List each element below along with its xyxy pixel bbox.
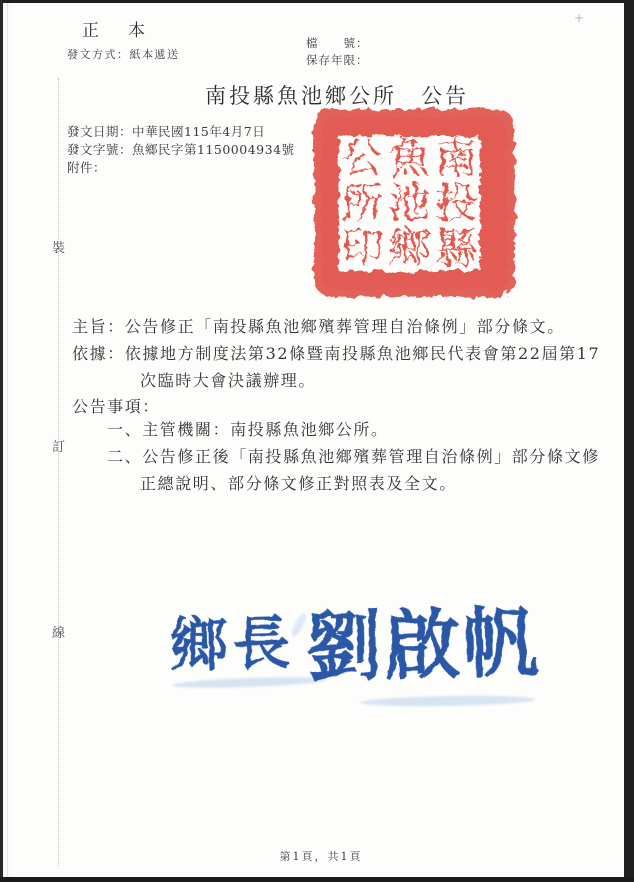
binding-dotted-line — [58, 78, 59, 866]
seal-char: 印 — [341, 223, 384, 273]
seal-char: 鄉 — [388, 223, 431, 273]
file-number-label: 檔 號： — [306, 36, 369, 50]
ink-smudge — [360, 694, 535, 707]
binding-mark-xian: 線 — [51, 626, 65, 641]
binding-mark-ding: 訂 — [51, 440, 65, 455]
mayor-name: 劉啟帆 — [305, 597, 542, 693]
scan-edge-right — [624, 0, 634, 882]
seal-char: 公 — [341, 133, 384, 183]
official-seal-icon — [308, 104, 522, 302]
official-seal-stamp — [308, 104, 522, 306]
page-title: 南投縣魚池鄉公所 公告 — [205, 84, 469, 108]
body-line-subject: 主旨：公告修正「南投縣魚池鄉殯葬管理自治條例」部分條文。 — [72, 317, 565, 336]
page-edge-shadow — [7, 3, 8, 877]
retention-period-label: 保存年限： — [306, 53, 369, 67]
issue-date: 發文日期：中華民國115年4月7日 — [67, 124, 266, 139]
seal-char: 南 — [435, 133, 478, 183]
seal-char: 縣 — [435, 223, 478, 273]
scan-crop-mark: + — [574, 11, 585, 25]
mayor-title: 鄉長 — [169, 608, 295, 680]
body-line-items-heading: 公告事項： — [72, 397, 161, 416]
page-number-footer: 第1頁，共1頁 — [279, 850, 363, 863]
binding-mark-zhuang: 裝 — [51, 241, 65, 256]
body-line-item-1: 一、主管機關：南投縣魚池鄉公所。 — [107, 420, 389, 439]
issue-number: 發文字號：魚鄉民字第1150004934號 — [67, 142, 295, 157]
scan-edge-bottom — [0, 877, 634, 882]
body-line-basis-wrap: 次臨時大會決議辦理。 — [140, 371, 317, 390]
scan-edge-top — [0, 0, 634, 3]
seal-char: 池 — [388, 178, 431, 228]
delivery-method-label: 發文方式：紙本遞送 — [67, 48, 180, 61]
mayor-signature-stamp — [169, 581, 542, 699]
seal-characters — [341, 134, 478, 273]
seal-char: 所 — [341, 178, 384, 228]
attachment-label: 附件： — [67, 160, 107, 175]
seal-char: 投 — [435, 178, 478, 228]
copy-type-label: 正 本 — [82, 21, 151, 41]
scan-edge-left — [0, 0, 3, 882]
body-line-item-2-wrap: 正總說明、部分條文修正對照表及全文。 — [140, 474, 457, 493]
seal-char: 魚 — [388, 133, 431, 183]
body-line-basis: 依據：依據地方制度法第32條暨南投縣魚池鄉民代表會第22屆第17 — [72, 344, 601, 363]
body-line-item-2: 二、公告修正後「南投縣魚池鄉殯葬管理自治條例」部分條文修 — [107, 447, 600, 466]
